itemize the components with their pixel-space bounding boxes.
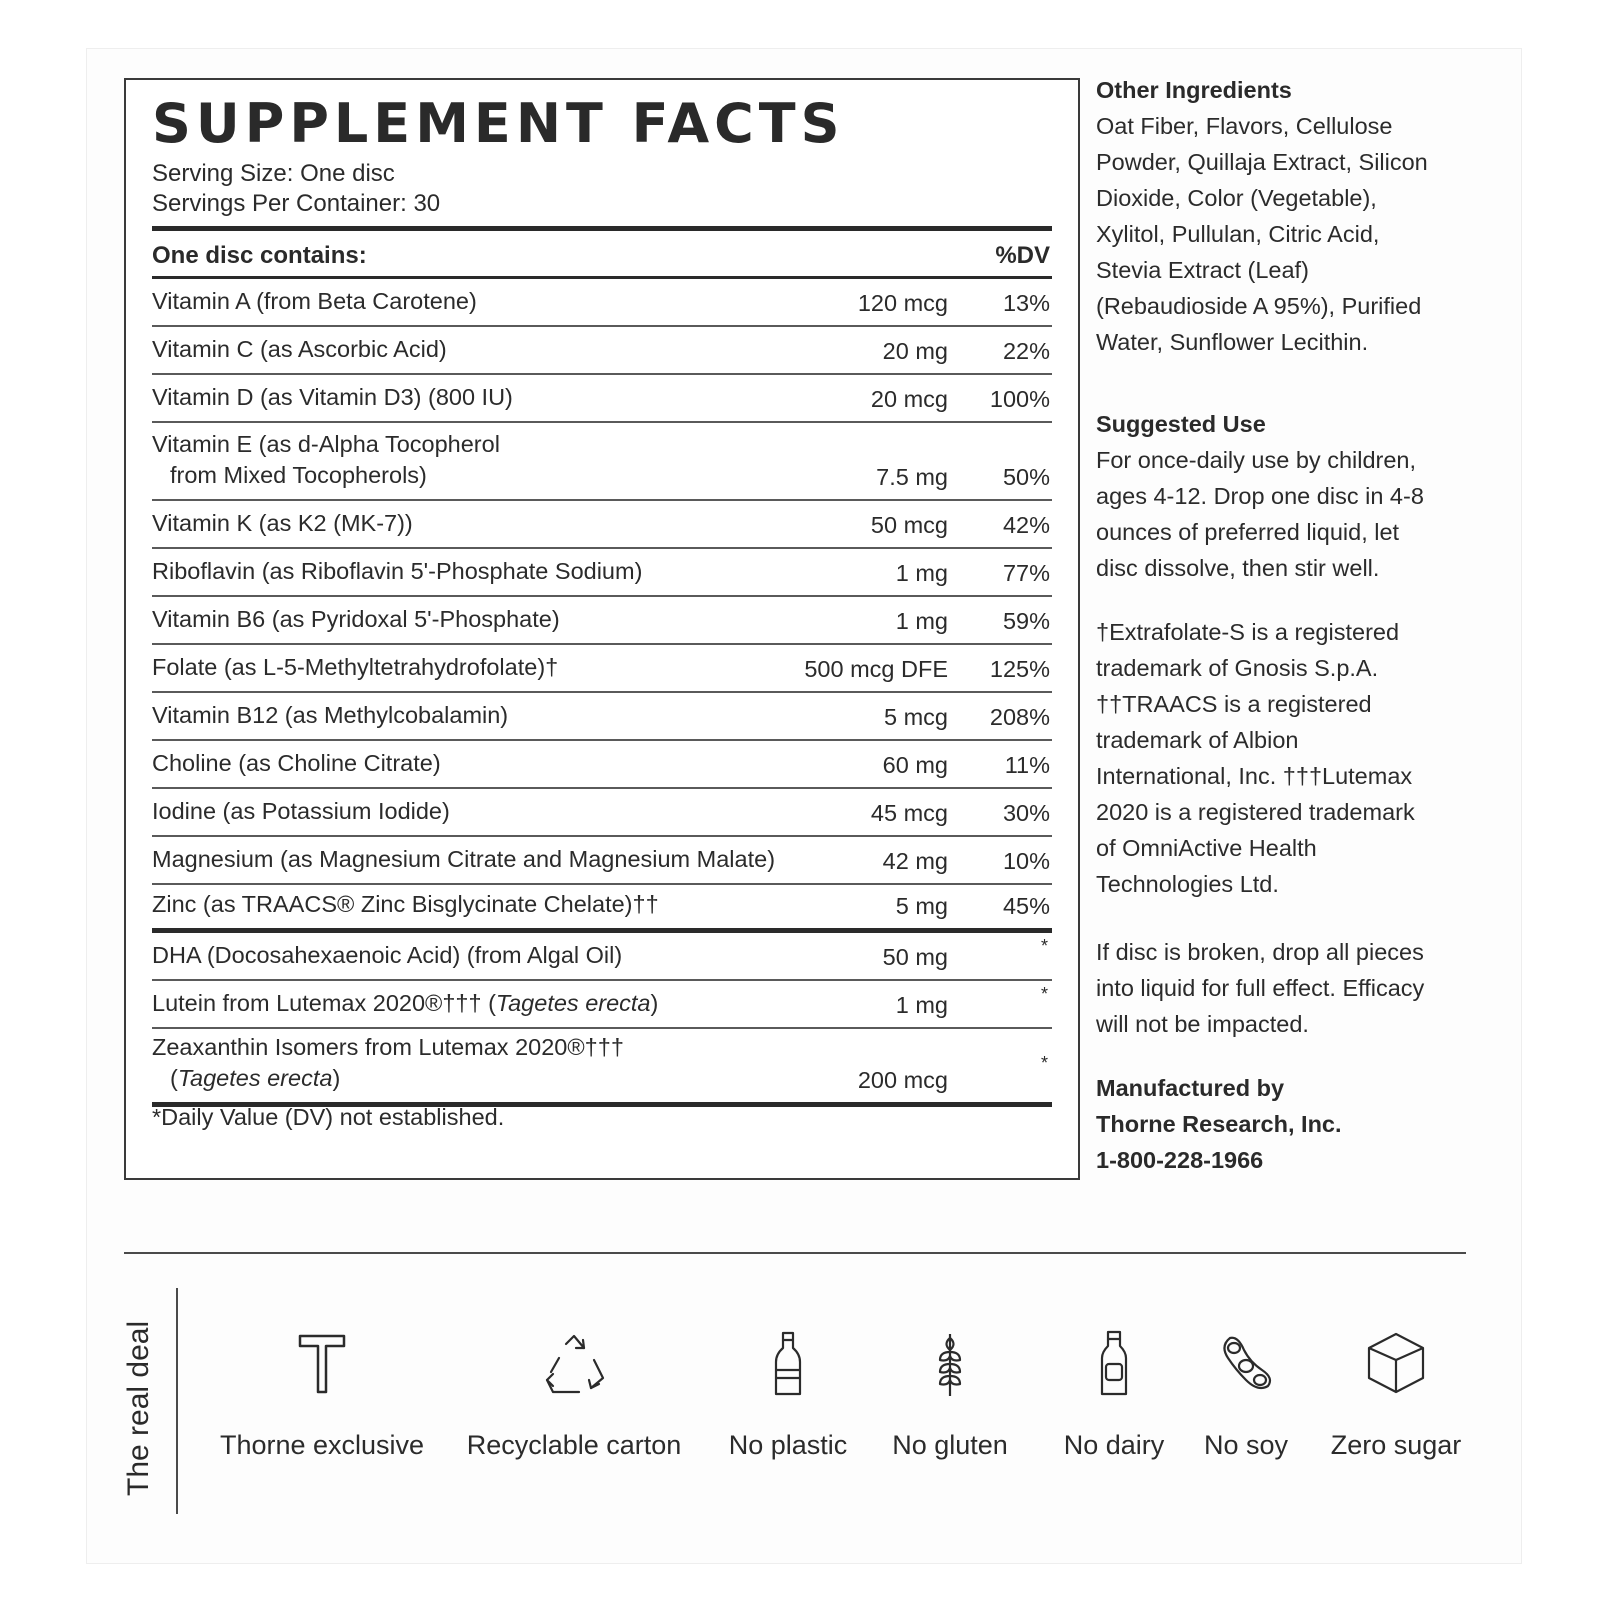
trademark-notes — [1096, 614, 1476, 902]
nutrient-name — [152, 988, 658, 1019]
nutrient-dv: 42% — [1002, 512, 1050, 538]
table-header-left: One disc contains: — [152, 242, 367, 269]
badge-recyclable-carton — [466, 1330, 682, 1460]
nutrient-dv: * — [1040, 984, 1048, 1004]
plastic-bottle-icon — [768, 1330, 808, 1400]
milk-bottle-icon — [1094, 1330, 1134, 1400]
paren-open: ( — [170, 1065, 178, 1091]
text-line: disc dissolve, then stir well. — [1096, 555, 1380, 581]
top-rule — [152, 226, 1052, 231]
real-deal-label: The real deal — [122, 1320, 155, 1496]
badge-label: No gluten — [892, 1430, 1008, 1460]
badge-no-plastic — [728, 1330, 848, 1460]
text-line: For once-daily use by children, — [1096, 447, 1417, 473]
table-row — [152, 549, 1052, 597]
badge-thorne-exclusive — [219, 1330, 425, 1460]
nutrient-amount: 1 mg — [895, 608, 948, 634]
serving-size: Serving Size: One disc — [152, 160, 395, 187]
wheat-icon — [930, 1330, 970, 1400]
nutrient-name-text: Lutein from Lutemax 2020®††† ( — [152, 990, 496, 1016]
table-row — [152, 933, 1052, 981]
badge-no-gluten — [890, 1330, 1010, 1460]
nutrient-dv: 59% — [1002, 608, 1050, 634]
broken-disc-note — [1096, 934, 1476, 1042]
nutrient-amount: 200 mcg — [857, 1067, 948, 1093]
servings-per-container: Servings Per Container: 30 — [152, 190, 441, 217]
nutrient-dv: 22% — [1002, 338, 1050, 364]
nutrient-amount: 20 mg — [882, 338, 948, 364]
suggested-use-heading: Suggested Use — [1096, 411, 1266, 437]
nutrient-dv: 45% — [1002, 893, 1050, 919]
nutrient-amount: 5 mg — [895, 893, 948, 919]
recycle-icon — [539, 1330, 609, 1400]
badge-divider — [124, 1252, 1466, 1254]
text-line: Oat Fiber, Flavors, Cellulose — [1096, 113, 1393, 139]
nutrient-name: DHA (Docosahexaenoic Acid) (from Algal Oil) — [152, 942, 623, 968]
nutrient-amount: 7.5 mg — [876, 464, 948, 490]
text-line: Powder, Quillaja Extract, Silicon — [1096, 149, 1428, 175]
nutrient-name-line2: from Mixed Tocopherols) — [170, 462, 427, 488]
text-line: trademark of Gnosis S.p.A. — [1096, 655, 1379, 681]
text-line: Dioxide, Color (Vegetable), — [1096, 185, 1377, 211]
nutrient-name: Vitamin B6 (as Pyridoxal 5'-Phosphate) — [152, 606, 560, 632]
nutrient-dv: 13% — [1002, 290, 1050, 316]
species-name: Tagetes erecta — [177, 1065, 333, 1091]
table-row — [152, 645, 1052, 693]
nutrient-amount: 42 mg — [882, 848, 948, 874]
suggested-use-section — [1096, 406, 1476, 586]
nutrient-table — [152, 279, 1052, 1107]
nutrient-name: Magnesium (as Magnesium Citrate and Magnesium Malate) — [152, 846, 776, 872]
text-line: Stevia Extract (Leaf) — [1096, 257, 1309, 283]
text-line: (Rebaudioside A 95%), Purified — [1096, 293, 1422, 319]
nutrient-name: Iodine (as Potassium Iodide) — [152, 798, 450, 824]
other-ingredients-heading: Other Ingredients — [1096, 77, 1292, 103]
dv-footnote: *Daily Value (DV) not established. — [152, 1104, 505, 1130]
nutrient-dv: 30% — [1002, 800, 1050, 826]
badge-no-dairy — [1054, 1330, 1174, 1460]
manufacturer-info — [1096, 1070, 1476, 1178]
nutrient-dv: 50% — [1002, 464, 1050, 490]
text-line: trademark of Albion — [1096, 727, 1299, 753]
nutrient-amount: 20 mcg — [870, 386, 948, 412]
text-line: 2020 is a registered trademark — [1096, 799, 1415, 825]
nutrient-name-line1: Vitamin E (as d-Alpha Tocopherol — [152, 431, 500, 457]
nutrient-amount: 1 mg — [895, 560, 948, 586]
badge-vertical-divider — [176, 1288, 178, 1514]
text-line: Water, Sunflower Lecithin. — [1096, 329, 1369, 355]
nutrient-amount: 1 mg — [895, 992, 948, 1018]
nutrient-name-line2 — [152, 1063, 624, 1094]
badge-no-soy — [1186, 1330, 1306, 1460]
badge-label: No soy — [1203, 1430, 1289, 1460]
badge-label: No dairy — [1063, 1430, 1165, 1460]
supplement-facts-panel — [124, 78, 1080, 1180]
species-name: Tagetes erecta — [495, 990, 651, 1016]
table-row — [152, 693, 1052, 741]
nutrient-name: Vitamin A (from Beta Carotene) — [152, 288, 477, 314]
nutrient-amount: 45 mcg — [870, 800, 948, 826]
nutrient-dv: 11% — [1004, 752, 1050, 778]
nutrient-dv: 208% — [989, 704, 1050, 730]
nutrient-name: Vitamin C (as Ascorbic Acid) — [152, 336, 447, 362]
text-line: Technologies Ltd. — [1096, 871, 1279, 897]
nutrient-amount: 50 mg — [882, 944, 948, 970]
text-line: †Extrafolate-S is a registered — [1096, 619, 1400, 645]
nutrient-amount: 500 mcg DFE — [804, 656, 948, 682]
facts-title: SUPPLEMENT FACTS — [152, 92, 845, 155]
nutrient-amount: 120 mcg — [857, 290, 948, 316]
badge-label: No plastic — [728, 1430, 848, 1460]
nutrient-name: Vitamin D (as Vitamin D3) (800 IU) — [152, 384, 513, 410]
table-row — [152, 885, 1052, 933]
text-line: of OmniActive Health — [1096, 835, 1317, 861]
manufacturer-phone: 1-800-228-1966 — [1096, 1147, 1264, 1173]
table-row — [152, 837, 1052, 885]
nutrient-dv: 77% — [1002, 560, 1050, 586]
manufacturer-label: Manufactured by — [1096, 1075, 1285, 1101]
text-line: ages 4-12. Drop one disc in 4-8 — [1096, 483, 1424, 509]
text-line: International, Inc. †††Lutemax — [1096, 763, 1413, 789]
nutrient-name-line1: Zeaxanthin Isomers from Lutemax 2020®††† — [152, 1034, 624, 1060]
table-row — [152, 741, 1052, 789]
text-line: ounces of preferred liquid, let — [1096, 519, 1400, 545]
badge-zero-sugar — [1330, 1330, 1462, 1460]
text-line: will not be impacted. — [1096, 1011, 1309, 1037]
nutrient-name: Vitamin K (as K2 (MK-7)) — [152, 510, 413, 536]
text-line: ††TRAACS is a registered — [1096, 691, 1372, 717]
paren-close: ) — [332, 1065, 341, 1091]
nutrient-dv: 100% — [989, 386, 1050, 412]
text-line: into liquid for full effect. Efficacy — [1096, 975, 1425, 1001]
soybean-icon — [1216, 1330, 1276, 1400]
table-row — [152, 375, 1052, 423]
table-row — [152, 423, 1052, 501]
nutrient-name: Riboflavin (as Riboflavin 5'-Phosphate Sodium) — [152, 558, 643, 584]
other-ingredients-section — [1096, 72, 1476, 360]
table-header-dv: %DV — [995, 242, 1050, 269]
sugar-cube-icon — [1363, 1330, 1429, 1396]
nutrient-name: Folate (as L-5-Methyltetrahydrofolate)† — [152, 654, 559, 680]
nutrient-amount: 60 mg — [882, 752, 948, 778]
thorne-t-icon — [292, 1330, 352, 1400]
nutrient-name-end: ) — [650, 990, 659, 1016]
badge-label: Zero sugar — [1330, 1430, 1462, 1460]
table-row — [152, 501, 1052, 549]
table-row — [152, 597, 1052, 645]
badge-label: Thorne exclusive — [219, 1430, 425, 1460]
nutrient-name — [152, 429, 500, 491]
nutrient-name: Zinc (as TRAACS® Zinc Bisglycinate Chelate)†† — [152, 891, 659, 917]
table-row — [152, 981, 1052, 1029]
manufacturer-name: Thorne Research, Inc. — [1096, 1111, 1342, 1137]
nutrient-dv: 10% — [1002, 848, 1050, 874]
badge-label: Recyclable carton — [466, 1430, 682, 1460]
nutrient-name: Choline (as Choline Citrate) — [152, 750, 441, 776]
table-row — [152, 279, 1052, 327]
nutrient-name: Vitamin B12 (as Methylcobalamin) — [152, 702, 509, 728]
nutrient-dv: * — [1040, 1053, 1048, 1073]
table-row — [152, 1029, 1052, 1107]
table-row — [152, 789, 1052, 837]
text-line: Xylitol, Pullulan, Citric Acid, — [1096, 221, 1380, 247]
text-line: If disc is broken, drop all pieces — [1096, 939, 1424, 965]
nutrient-amount: 5 mcg — [884, 704, 948, 730]
nutrient-name — [152, 1032, 624, 1094]
table-row — [152, 327, 1052, 375]
nutrient-dv: 125% — [989, 656, 1050, 682]
nutrient-dv: * — [1040, 936, 1048, 956]
nutrient-amount: 50 mcg — [870, 512, 948, 538]
